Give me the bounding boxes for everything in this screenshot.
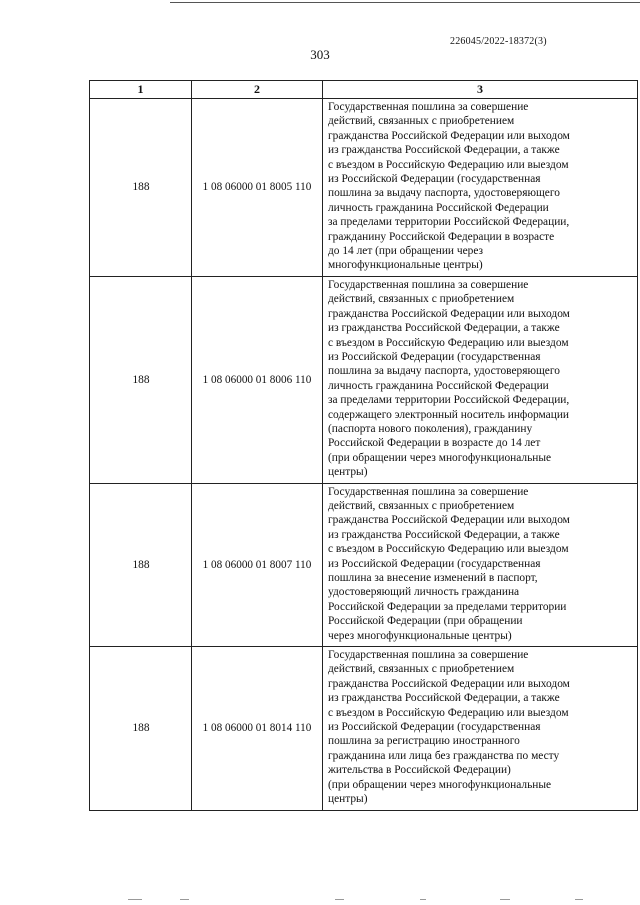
description-line: жительства в Российской Федерации) [328, 764, 511, 777]
description-line: из Российской Федерации (государственная [328, 721, 541, 734]
description-cell [323, 483, 638, 646]
description-line: действий, связанных с приобретением [328, 499, 515, 512]
description-line: пошлина за выдачу паспорта, удостоверяющего [328, 365, 560, 378]
description-line: через многофункциональные центры) [328, 629, 512, 642]
description-line: Государственная пошлина за совершение [328, 485, 529, 498]
description-line: (при обращении через многофункциональные [328, 451, 552, 464]
kbk-code-cell: 1 08 06000 01 8006 110 [192, 276, 323, 483]
description-line: Государственная пошлина за совершение [328, 101, 529, 113]
description-line: (при обращении через многофункциональные [328, 778, 552, 791]
description-line: за пределами территории Российской Федерации, [328, 394, 570, 407]
description-line: из Российской Федерации (государственная [328, 173, 541, 186]
description-line: личность гражданина Российской Федерации [328, 201, 549, 214]
description-line: (паспорта нового поколения), гражданину [328, 422, 533, 435]
description-line: действий, связанных с приобретением [328, 115, 515, 128]
kbk-code-cell: 1 08 06000 01 8005 110 [192, 99, 323, 277]
fee-table [89, 80, 638, 811]
description-line: пошлина за внесение изменений в паспорт, [328, 572, 538, 584]
admin-code-cell: 188 [90, 483, 192, 646]
top-rule [170, 2, 640, 3]
description-line: Российской Федерации (при обращении [328, 615, 523, 628]
table-header-row [90, 81, 638, 99]
description-line: до 14 лет (при обращении через [328, 245, 484, 258]
description-line: гражданина или лица без гражданства по месту [328, 749, 560, 762]
description-line: Российской Федерации в возрасте до 14 лет [328, 437, 541, 450]
description-line: с въездом в Российскую Федерацию или выездом [328, 706, 569, 719]
description-line: содержащего электронный носитель информации [328, 408, 570, 421]
description-line: Государственная пошлина за совершение [328, 278, 529, 291]
description-line: из гражданства Российской Федерации, а также [328, 144, 560, 157]
description-line: из Российской Федерации (государственная [328, 350, 541, 363]
description-line: действий, связанных с приобретением [328, 293, 515, 306]
description-line: за пределами территории Российской Федерации, [328, 216, 570, 229]
kbk-code-cell: 1 08 06000 01 8007 110 [192, 483, 323, 646]
table-row [90, 483, 638, 646]
page-number: 303 [310, 47, 330, 62]
table-row [90, 647, 638, 810]
description-line: Государственная пошлина за совершение [328, 649, 529, 662]
description-line: гражданства Российской Федерации или выходом [328, 514, 570, 527]
description-line: удостоверяющий личность гражданина [328, 586, 520, 599]
description-line: гражданства Российской Федерации или выходом [328, 307, 570, 320]
description-line: с въездом в Российскую Федерацию или выездом [328, 336, 569, 349]
description-line: из гражданства Российской Федерации, а также [328, 528, 560, 541]
table-row [90, 276, 638, 483]
description-line: пошлина за выдачу паспорта, удостоверяющего [328, 187, 560, 200]
document-number: 226045/2022-18372(3) [450, 36, 547, 47]
description-line: многофункциональные центры) [328, 259, 483, 272]
description-line: пошлина за регистрацию иностранного [328, 735, 520, 748]
description-cell [323, 647, 638, 810]
description-line: из гражданства Российской Федерации, а также [328, 322, 560, 335]
description-line: из гражданства Российской Федерации, а также [328, 692, 560, 705]
description-line: центры) [328, 793, 368, 806]
table-row [90, 99, 638, 277]
admin-code-cell: 188 [90, 99, 192, 277]
description-line: из Российской Федерации (государственная [328, 557, 541, 570]
description-line: Российской Федерации за пределами территории [328, 600, 567, 613]
description-cell [323, 99, 638, 277]
kbk-code-cell: 1 08 06000 01 8014 110 [192, 647, 323, 810]
column-header-2: 2 [192, 81, 323, 99]
description-line: гражданину Российской Федерации в возрасте [328, 230, 555, 243]
description-line: действий, связанных с приобретением [328, 663, 515, 676]
description-line: личность гражданина Российской Федерации [328, 379, 549, 392]
description-line: гражданства Российской Федерации или выходом [328, 129, 570, 142]
column-header-1: 1 [90, 81, 192, 99]
description-line: центры) [328, 466, 368, 479]
description-cell [323, 276, 638, 483]
description-line: гражданства Российской Федерации или выходом [328, 677, 570, 690]
bottom-scan-marks [120, 893, 640, 905]
admin-code-cell: 188 [90, 647, 192, 810]
admin-code-cell: 188 [90, 276, 192, 483]
column-header-3: 3 [323, 81, 638, 99]
description-line: с въездом в Российскую Федерацию или выездом [328, 158, 569, 171]
description-line: с въездом в Российскую Федерацию или выездом [328, 543, 569, 556]
